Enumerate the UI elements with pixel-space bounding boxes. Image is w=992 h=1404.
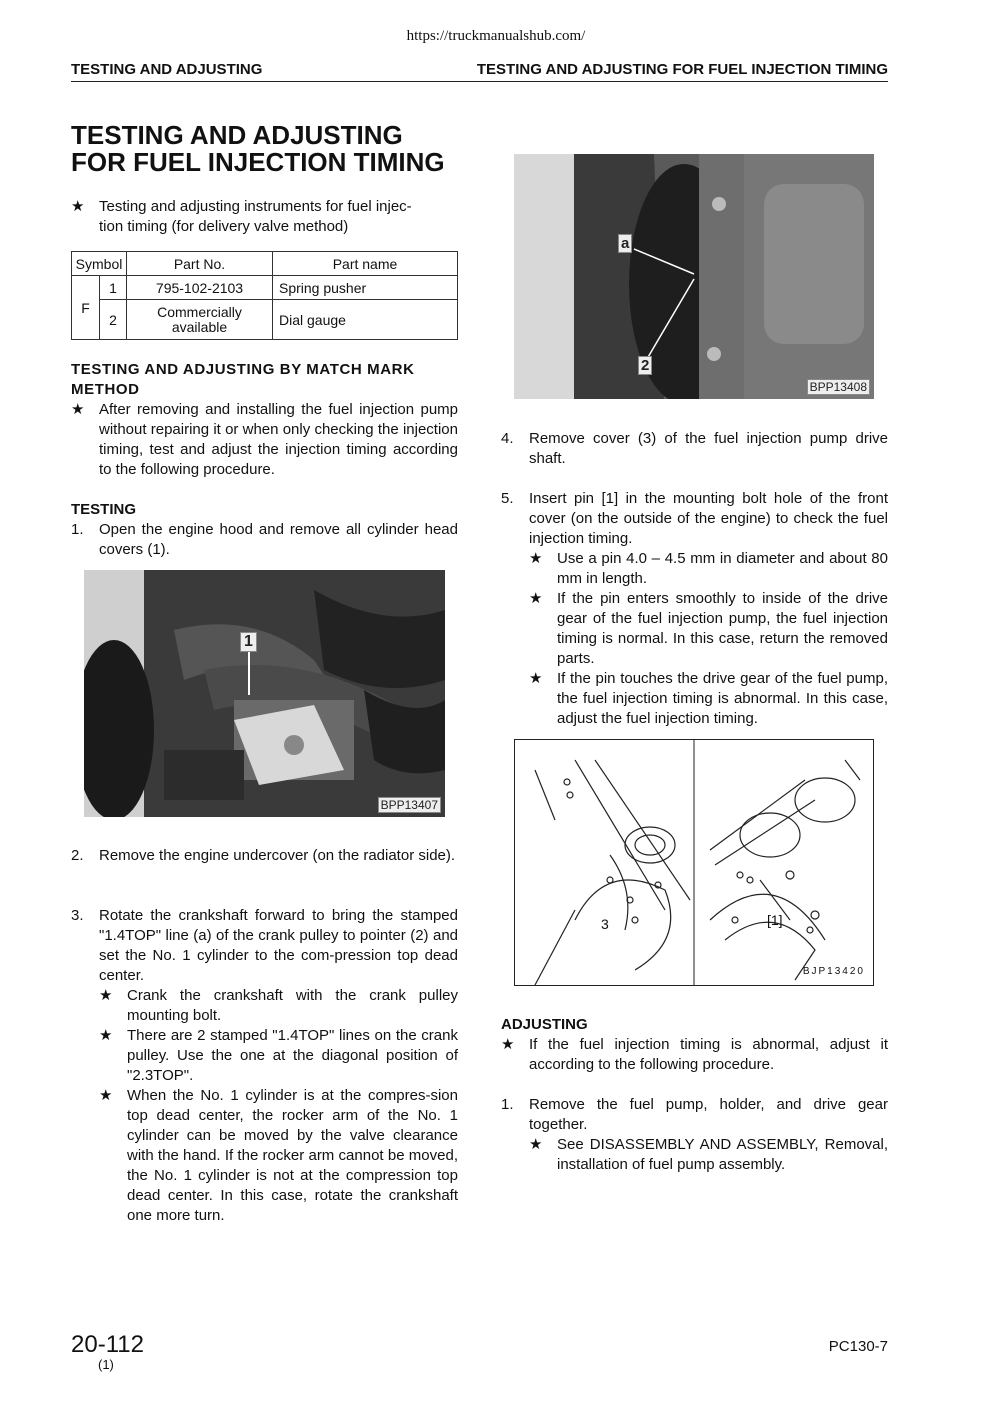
pin-check-drawing [514, 739, 874, 986]
step5-bullet-1 [529, 549, 888, 589]
table-partname-cell: Dial gauge [273, 300, 458, 340]
step-text: Rotate the crankshaft forward to bring the stamped "1.4TOP" line (a) of the crank pulley to pointer (2) and set the No. 1 cylinder to the com-pression top dead center. [99, 907, 458, 984]
table-partno-cell: 795-102-2103 [127, 276, 273, 300]
match-mark-heading [71, 360, 458, 400]
table-partname-cell: Spring pusher [273, 276, 458, 300]
photo-caption: BPP13408 [807, 379, 870, 395]
photo-caption: BPP13407 [378, 797, 441, 813]
page-number: 20-112 [71, 1331, 144, 1358]
testing-step-5 [501, 489, 888, 549]
star-icon: ★ [501, 1036, 515, 1053]
adjusting-step-1 [501, 1095, 888, 1135]
step3-bullet-1 [99, 986, 458, 1026]
pin-check-illustration [515, 740, 873, 985]
testing-step-4 [501, 429, 888, 469]
star-icon: ★ [529, 670, 543, 687]
step-number: 3. [71, 907, 84, 924]
step-text: Open the engine hood and remove all cylinder head covers (1). [99, 521, 458, 558]
photo-callout-2: 2 [638, 356, 652, 375]
adjusting-step1-bullet [529, 1135, 888, 1175]
crank-pulley-illustration [514, 154, 874, 399]
table-partno-line1: Commercially [157, 303, 242, 320]
step3-bullet-3 [99, 1086, 458, 1226]
bullet-text: Crank the crankshaft with the crank pulley mounting bolt. [127, 987, 458, 1024]
step-text: Remove the fuel pump, holder, and drive gear together. [529, 1096, 888, 1133]
table-partno-cell [127, 300, 273, 340]
header-rule [71, 81, 888, 82]
match-mark-bullet [71, 400, 458, 480]
model-number: PC130-7 [828, 1338, 888, 1355]
step-text: Insert pin [1] in the mounting bolt hole of the front cover (on the outside of the engine) to check the fuel injection timing. [529, 490, 888, 547]
step-text: Remove the engine undercover (on the radiator side). [99, 847, 456, 864]
table-header-row [72, 252, 458, 276]
drawing-callout-pin: [1] [767, 912, 783, 928]
table-header-symbol: Symbol [72, 252, 127, 276]
page-title-line2: FOR FUEL INJECTION TIMING [71, 147, 445, 177]
testing-step-2 [71, 846, 458, 866]
table-partno-line2: available [171, 318, 228, 335]
step5-bullet-3 [529, 669, 888, 729]
star-icon: ★ [99, 1027, 113, 1044]
match-mark-heading-line1: TESTING AND ADJUSTING BY MATCH MARK [71, 361, 415, 378]
engine-photo [84, 570, 445, 817]
step-number: 4. [501, 430, 514, 447]
drawing-caption: BJP13420 [802, 966, 865, 977]
bullet-text: If the pin enters smoothly to inside of the drive gear of the fuel injection pump, the fuel injection timing is normal. In this case, return the removed parts. [557, 590, 888, 667]
table-num-cell: 2 [100, 300, 127, 340]
star-icon: ★ [529, 550, 543, 567]
source-url: https://truckmanualshub.com/ [406, 28, 586, 44]
table-row [72, 300, 458, 340]
header-section-title: TESTING AND ADJUSTING [71, 61, 263, 78]
match-mark-text: After removing and installing the fuel injection pump without repairing it or when only checking the injection timing, test and adjust the injection timing according to the following procedure. [99, 401, 458, 478]
bullet-text: Use a pin 4.0 – 4.5 mm in diameter and about 80 mm in length. [557, 550, 888, 587]
step-number: 5. [501, 490, 514, 507]
step-number: 1. [501, 1096, 514, 1113]
star-icon: ★ [529, 1136, 543, 1153]
star-icon: ★ [99, 987, 113, 1004]
intro-bullet [71, 197, 458, 237]
testing-step-1 [71, 520, 458, 560]
photo-callout-1: 1 [240, 632, 257, 652]
table-header-part-name: Part name [273, 252, 458, 276]
adjusting-bullet [501, 1035, 888, 1075]
step-number: 2. [71, 847, 84, 864]
intro-line2: tion timing (for delivery valve method) [99, 218, 349, 235]
star-icon: ★ [71, 198, 85, 215]
bullet-text: If the fuel injection timing is abnormal, adjust it according to the following procedure. [529, 1036, 888, 1073]
bullet-text: There are 2 stamped "1.4TOP" lines on the crank pulley. Use the one at the diagonal position of "2.3TOP". [127, 1027, 458, 1084]
table-row [72, 276, 458, 300]
header-page-topic: TESTING AND ADJUSTING FOR FUEL INJECTION TIMING [476, 61, 888, 78]
table-header-part-no: Part No. [127, 252, 273, 276]
engine-photo-illustration [84, 570, 445, 817]
bullet-text: If the pin touches the drive gear of the fuel pump, the fuel injection timing is abnormal. In this case, adjust the fuel injection timing. [557, 670, 888, 727]
star-icon: ★ [71, 401, 85, 418]
step-text: Remove cover (3) of the fuel injection pump drive shaft. [529, 430, 888, 467]
star-icon: ★ [99, 1087, 113, 1104]
match-mark-heading-line2: METHOD [71, 381, 140, 398]
crank-pulley-photo [514, 154, 874, 399]
intro-line1: Testing and adjusting instruments for fuel injec- [99, 198, 412, 215]
testing-heading: TESTING [71, 501, 137, 518]
photo-callout-a: a [618, 234, 632, 253]
bullet-text: See DISASSEMBLY AND ASSEMBLY, Removal, installation of fuel pump assembly. [557, 1136, 888, 1173]
page-title [71, 122, 491, 176]
page-title-line1: TESTING AND ADJUSTING [71, 120, 403, 150]
step5-bullet-2 [529, 589, 888, 669]
page-revision: (1) [98, 1357, 114, 1372]
bullet-text: When the No. 1 cylinder is at the compres-sion top dead center, the rocker arm of the No. 1 cylinder can be moved by the valve clearance with the hand. If the rocker arm cannot be moved, the No. 1 cylinder is not at the compression top dead center. In this case, rotate the crankshaft one more turn. [127, 1087, 458, 1224]
step3-bullet-2 [99, 1026, 458, 1086]
table-symbol-cell: F [72, 276, 100, 340]
adjusting-heading: ADJUSTING [501, 1016, 588, 1033]
step-number: 1. [71, 521, 84, 538]
drawing-callout-3: 3 [601, 916, 609, 932]
testing-step-3 [71, 906, 458, 986]
tools-table [71, 251, 458, 340]
star-icon: ★ [529, 590, 543, 607]
table-num-cell: 1 [100, 276, 127, 300]
